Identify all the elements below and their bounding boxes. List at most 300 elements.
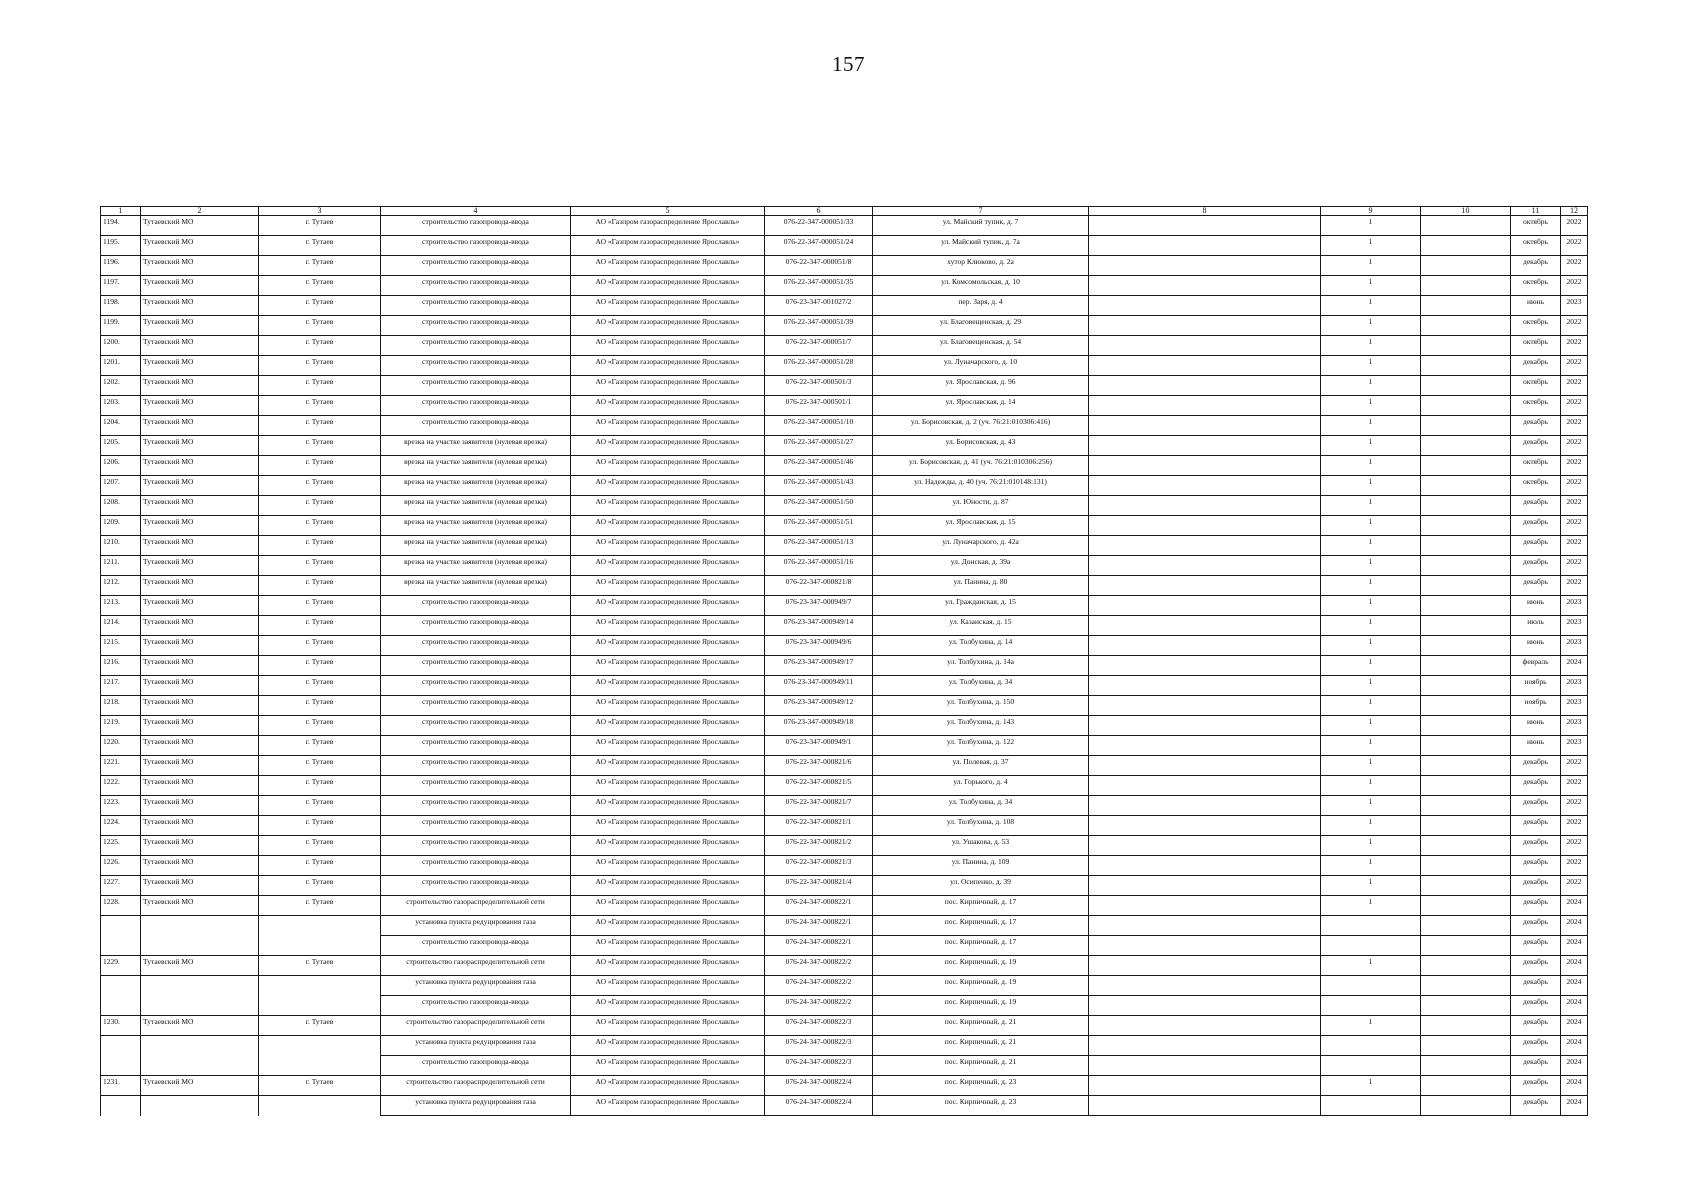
month-cell: декабрь — [1511, 356, 1561, 376]
table-row — [101, 256, 1588, 276]
quantity-cell: 1 — [1321, 636, 1421, 656]
contract-number-cell: 076-22-347-000051/10 — [765, 416, 873, 436]
organization-cell: АО «Газпром газораспределение Ярославль» — [571, 816, 765, 836]
year-cell: 2022 — [1561, 256, 1588, 276]
column-8-cell — [1089, 836, 1321, 856]
quantity-cell: 1 — [1321, 896, 1421, 916]
table-row — [101, 516, 1588, 536]
year-cell: 2024 — [1561, 1076, 1588, 1096]
row-number-cell: 1199. — [101, 316, 141, 336]
table-row — [101, 856, 1588, 876]
address-cell: ул. Борисовская, д. 2 (уч. 76:21:010306:416) — [873, 416, 1089, 436]
year-cell: 2023 — [1561, 716, 1588, 736]
work-type-cell: строительство газопровода-ввода — [381, 796, 571, 816]
registry-body — [101, 216, 1588, 1116]
column-8-cell — [1089, 516, 1321, 536]
quantity-cell: 1 — [1321, 716, 1421, 736]
work-type-cell: строительство газопровода-ввода — [381, 696, 571, 716]
year-cell: 2024 — [1561, 996, 1588, 1016]
contract-number-cell: 076-24-347-000822/2 — [765, 956, 873, 976]
settlement-cell: г. Тутаев — [259, 676, 381, 696]
column-10-cell — [1421, 996, 1511, 1016]
organization-cell: АО «Газпром газораспределение Ярославль» — [571, 776, 765, 796]
settlement-cell — [259, 936, 381, 956]
table-row — [101, 916, 1588, 936]
organization-cell: АО «Газпром газораспределение Ярославль» — [571, 536, 765, 556]
address-cell: ул. Луначарского, д. 10 — [873, 356, 1089, 376]
row-number-cell: 1229. — [101, 956, 141, 976]
year-cell: 2022 — [1561, 376, 1588, 396]
column-10-cell — [1421, 216, 1511, 236]
work-type-cell: врезка на участке заявителя (нулевая врезка) — [381, 576, 571, 596]
column-10-cell — [1421, 296, 1511, 316]
settlement-cell: г. Тутаев — [259, 596, 381, 616]
row-number-cell: 1211. — [101, 556, 141, 576]
row-number-cell: 1194. — [101, 216, 141, 236]
table-row — [101, 796, 1588, 816]
month-cell: декабрь — [1511, 836, 1561, 856]
column-8-cell — [1089, 696, 1321, 716]
column-8-cell — [1089, 356, 1321, 376]
address-cell: ул. Толбухина, д. 14а — [873, 656, 1089, 676]
quantity-cell: 1 — [1321, 676, 1421, 696]
column-10-cell — [1421, 736, 1511, 756]
month-cell: декабрь — [1511, 896, 1561, 916]
month-cell: декабрь — [1511, 1076, 1561, 1096]
month-cell: декабрь — [1511, 936, 1561, 956]
column-8-cell — [1089, 256, 1321, 276]
column-10-cell — [1421, 436, 1511, 456]
column-8-cell — [1089, 556, 1321, 576]
organization-cell: АО «Газпром газораспределение Ярославль» — [571, 556, 765, 576]
table-row — [101, 336, 1588, 356]
year-cell: 2023 — [1561, 696, 1588, 716]
column-number-10: 10 — [1421, 207, 1511, 216]
column-10-cell — [1421, 756, 1511, 776]
contract-number-cell: 076-22-347-000821/2 — [765, 836, 873, 856]
column-10-cell — [1421, 616, 1511, 636]
column-10-cell — [1421, 496, 1511, 516]
quantity-cell: 1 — [1321, 276, 1421, 296]
contract-number-cell: 076-22-347-000051/13 — [765, 536, 873, 556]
row-number-cell — [101, 996, 141, 1016]
contract-number-cell: 076-22-347-000051/7 — [765, 336, 873, 356]
contract-number-cell: 076-24-347-000822/4 — [765, 1076, 873, 1096]
quantity-cell: 1 — [1321, 616, 1421, 636]
organization-cell: АО «Газпром газораспределение Ярославль» — [571, 496, 765, 516]
column-8-cell — [1089, 1096, 1321, 1116]
row-number-cell: 1224. — [101, 816, 141, 836]
column-10-cell — [1421, 976, 1511, 996]
column-10-cell — [1421, 816, 1511, 836]
address-cell: ул. Благовещенская, д. 54 — [873, 336, 1089, 356]
organization-cell: АО «Газпром газораспределение Ярославль» — [571, 296, 765, 316]
settlement-cell: г. Тутаев — [259, 276, 381, 296]
contract-number-cell: 076-22-347-000821/6 — [765, 756, 873, 776]
municipality-cell: Тутаевский МО — [141, 216, 259, 236]
year-cell: 2023 — [1561, 736, 1588, 756]
work-type-cell: строительство газопровода-ввода — [381, 1056, 571, 1076]
municipality-cell — [141, 976, 259, 996]
column-10-cell — [1421, 956, 1511, 976]
work-type-cell: строительство газопровода-ввода — [381, 676, 571, 696]
settlement-cell: г. Тутаев — [259, 956, 381, 976]
year-cell: 2022 — [1561, 316, 1588, 336]
column-8-cell — [1089, 816, 1321, 836]
organization-cell: АО «Газпром газораспределение Ярославль» — [571, 736, 765, 756]
work-type-cell: врезка на участке заявителя (нулевая врезка) — [381, 496, 571, 516]
organization-cell: АО «Газпром газораспределение Ярославль» — [571, 636, 765, 656]
contract-number-cell: 076-22-347-000051/27 — [765, 436, 873, 456]
settlement-cell: г. Тутаев — [259, 656, 381, 676]
municipality-cell — [141, 996, 259, 1016]
gasification-registry-table — [100, 206, 1588, 1116]
organization-cell: АО «Газпром газораспределение Ярославль» — [571, 936, 765, 956]
municipality-cell: Тутаевский МО — [141, 416, 259, 436]
column-10-cell — [1421, 336, 1511, 356]
municipality-cell: Тутаевский МО — [141, 676, 259, 696]
organization-cell: АО «Газпром газораспределение Ярославль» — [571, 896, 765, 916]
address-cell: ул. Борисовская, д. 43 — [873, 436, 1089, 456]
row-number-cell: 1216. — [101, 656, 141, 676]
year-cell: 2022 — [1561, 496, 1588, 516]
settlement-cell: г. Тутаев — [259, 716, 381, 736]
contract-number-cell: 076-24-347-000822/2 — [765, 996, 873, 1016]
column-10-cell — [1421, 656, 1511, 676]
table-row — [101, 416, 1588, 436]
column-8-cell — [1089, 1076, 1321, 1096]
work-type-cell: строительство газопровода-ввода — [381, 376, 571, 396]
table-row — [101, 436, 1588, 456]
column-10-cell — [1421, 576, 1511, 596]
contract-number-cell: 076-24-347-000822/3 — [765, 1016, 873, 1036]
settlement-cell: г. Тутаев — [259, 836, 381, 856]
year-cell: 2022 — [1561, 556, 1588, 576]
organization-cell: АО «Газпром газораспределение Ярославль» — [571, 396, 765, 416]
municipality-cell: Тутаевский МО — [141, 456, 259, 476]
address-cell: ул. Осипенко, д. 39 — [873, 876, 1089, 896]
column-8-cell — [1089, 876, 1321, 896]
address-cell: ул. Юности, д. 87 — [873, 496, 1089, 516]
municipality-cell: Тутаевский МО — [141, 256, 259, 276]
column-10-cell — [1421, 1036, 1511, 1056]
organization-cell: АО «Газпром газораспределение Ярославль» — [571, 1056, 765, 1076]
year-cell: 2024 — [1561, 936, 1588, 956]
address-cell: ул. Комсомольская, д. 10 — [873, 276, 1089, 296]
month-cell: декабрь — [1511, 576, 1561, 596]
column-8-cell — [1089, 856, 1321, 876]
quantity-cell: 1 — [1321, 696, 1421, 716]
work-type-cell: строительство газопровода-ввода — [381, 996, 571, 1016]
month-cell: декабрь — [1511, 856, 1561, 876]
contract-number-cell: 076-22-347-000501/1 — [765, 396, 873, 416]
row-number-cell: 1231. — [101, 1076, 141, 1096]
organization-cell: АО «Газпром газораспределение Ярославль» — [571, 516, 765, 536]
municipality-cell: Тутаевский МО — [141, 436, 259, 456]
work-type-cell: строительство газопровода-ввода — [381, 276, 571, 296]
table-row — [101, 396, 1588, 416]
row-number-cell: 1227. — [101, 876, 141, 896]
contract-number-cell: 076-23-347-000949/14 — [765, 616, 873, 636]
row-number-cell: 1213. — [101, 596, 141, 616]
month-cell: декабрь — [1511, 256, 1561, 276]
settlement-cell: г. Тутаев — [259, 316, 381, 336]
column-8-cell — [1089, 716, 1321, 736]
address-cell: ул. Полевая, д. 37 — [873, 756, 1089, 776]
column-10-cell — [1421, 356, 1511, 376]
organization-cell: АО «Газпром газораспределение Ярославль» — [571, 316, 765, 336]
row-number-cell: 1228. — [101, 896, 141, 916]
municipality-cell: Тутаевский МО — [141, 1016, 259, 1036]
year-cell: 2024 — [1561, 916, 1588, 936]
quantity-cell: 1 — [1321, 656, 1421, 676]
month-cell: декабрь — [1511, 536, 1561, 556]
quantity-cell: 1 — [1321, 396, 1421, 416]
column-10-cell — [1421, 776, 1511, 796]
contract-number-cell: 076-22-347-000821/1 — [765, 816, 873, 836]
settlement-cell: г. Тутаев — [259, 296, 381, 316]
settlement-cell: г. Тутаев — [259, 636, 381, 656]
contract-number-cell: 076-22-347-000051/28 — [765, 356, 873, 376]
work-type-cell: строительство газопровода-ввода — [381, 216, 571, 236]
column-8-cell — [1089, 756, 1321, 776]
municipality-cell: Тутаевский МО — [141, 876, 259, 896]
table-row — [101, 216, 1588, 236]
contract-number-cell: 076-22-347-000821/3 — [765, 856, 873, 876]
row-number-cell: 1223. — [101, 796, 141, 816]
address-cell: пос. Кирпичный, д. 17 — [873, 916, 1089, 936]
municipality-cell: Тутаевский МО — [141, 376, 259, 396]
settlement-cell: г. Тутаев — [259, 1016, 381, 1036]
column-10-cell — [1421, 856, 1511, 876]
month-cell: декабрь — [1511, 436, 1561, 456]
column-10-cell — [1421, 1096, 1511, 1116]
address-cell: ул. Казанская, д. 15 — [873, 616, 1089, 636]
contract-number-cell: 076-23-347-000949/7 — [765, 596, 873, 616]
settlement-cell: г. Тутаев — [259, 416, 381, 436]
column-10-cell — [1421, 256, 1511, 276]
organization-cell: АО «Газпром газораспределение Ярославль» — [571, 256, 765, 276]
column-number-2: 2 — [141, 207, 259, 216]
column-8-cell — [1089, 296, 1321, 316]
settlement-cell — [259, 916, 381, 936]
address-cell: ул. Луначарского, д. 42а — [873, 536, 1089, 556]
municipality-cell: Тутаевский МО — [141, 536, 259, 556]
municipality-cell: Тутаевский МО — [141, 556, 259, 576]
table-row — [101, 636, 1588, 656]
municipality-cell: Тутаевский МО — [141, 296, 259, 316]
month-cell: июль — [1511, 616, 1561, 636]
column-10-cell — [1421, 1056, 1511, 1076]
organization-cell: АО «Газпром газораспределение Ярославль» — [571, 756, 765, 776]
month-cell: июнь — [1511, 736, 1561, 756]
organization-cell: АО «Газпром газораспределение Ярославль» — [571, 1096, 765, 1116]
year-cell: 2022 — [1561, 776, 1588, 796]
organization-cell: АО «Газпром газораспределение Ярославль» — [571, 236, 765, 256]
table-row — [101, 1036, 1588, 1056]
month-cell: декабрь — [1511, 796, 1561, 816]
table-row — [101, 956, 1588, 976]
row-number-cell: 1203. — [101, 396, 141, 416]
contract-number-cell: 076-22-347-000051/16 — [765, 556, 873, 576]
work-type-cell: строительство газопровода-ввода — [381, 776, 571, 796]
work-type-cell: строительство газопровода-ввода — [381, 396, 571, 416]
work-type-cell: строительство газораспределительной сети — [381, 1076, 571, 1096]
month-cell: декабрь — [1511, 1056, 1561, 1076]
settlement-cell: г. Тутаев — [259, 396, 381, 416]
contract-number-cell: 076-22-347-000051/50 — [765, 496, 873, 516]
column-8-cell — [1089, 456, 1321, 476]
municipality-cell: Тутаевский МО — [141, 276, 259, 296]
organization-cell: АО «Газпром газораспределение Ярославль» — [571, 276, 765, 296]
quantity-cell: 1 — [1321, 216, 1421, 236]
month-cell: ноябрь — [1511, 676, 1561, 696]
address-cell: ул. Ярославская, д. 15 — [873, 516, 1089, 536]
column-8-cell — [1089, 676, 1321, 696]
settlement-cell: г. Тутаев — [259, 216, 381, 236]
organization-cell: АО «Газпром газораспределение Ярославль» — [571, 416, 765, 436]
address-cell: пос. Кирпичный, д. 21 — [873, 1036, 1089, 1056]
organization-cell: АО «Газпром газораспределение Ярославль» — [571, 336, 765, 356]
column-10-cell — [1421, 236, 1511, 256]
month-cell: декабрь — [1511, 756, 1561, 776]
row-number-cell: 1222. — [101, 776, 141, 796]
municipality-cell: Тутаевский МО — [141, 316, 259, 336]
month-cell: октябрь — [1511, 476, 1561, 496]
address-cell: ул. Панина, д. 80 — [873, 576, 1089, 596]
quantity-cell: 1 — [1321, 596, 1421, 616]
row-number-cell: 1202. — [101, 376, 141, 396]
municipality-cell: Тутаевский МО — [141, 396, 259, 416]
settlement-cell: г. Тутаев — [259, 376, 381, 396]
column-10-cell — [1421, 1076, 1511, 1096]
column-10-cell — [1421, 916, 1511, 936]
work-type-cell: строительство газопровода-ввода — [381, 236, 571, 256]
column-10-cell — [1421, 376, 1511, 396]
work-type-cell: строительство газопровода-ввода — [381, 316, 571, 336]
organization-cell: АО «Газпром газораспределение Ярославль» — [571, 916, 765, 936]
address-cell: пос. Кирпичный, д. 17 — [873, 936, 1089, 956]
quantity-cell: 1 — [1321, 296, 1421, 316]
municipality-cell: Тутаевский МО — [141, 616, 259, 636]
address-cell: ул. Ярославская, д. 14 — [873, 396, 1089, 416]
row-number-cell: 1212. — [101, 576, 141, 596]
row-number-cell: 1208. — [101, 496, 141, 516]
address-cell: ул. Толбухина, д. 14 — [873, 636, 1089, 656]
year-cell: 2023 — [1561, 616, 1588, 636]
settlement-cell: г. Тутаев — [259, 816, 381, 836]
table-row — [101, 1056, 1588, 1076]
table-row — [101, 456, 1588, 476]
row-number-cell: 1220. — [101, 736, 141, 756]
work-type-cell: строительство газопровода-ввода — [381, 836, 571, 856]
address-cell: пос. Кирпичный, д. 23 — [873, 1096, 1089, 1116]
table-row — [101, 976, 1588, 996]
municipality-cell: Тутаевский МО — [141, 476, 259, 496]
contract-number-cell: 076-23-347-001027/2 — [765, 296, 873, 316]
row-number-cell — [101, 976, 141, 996]
organization-cell: АО «Газпром газораспределение Ярославль» — [571, 856, 765, 876]
year-cell: 2022 — [1561, 416, 1588, 436]
settlement-cell: г. Тутаев — [259, 556, 381, 576]
quantity-cell: 1 — [1321, 236, 1421, 256]
year-cell: 2022 — [1561, 856, 1588, 876]
table-row — [101, 1096, 1588, 1116]
quantity-cell: 1 — [1321, 496, 1421, 516]
column-10-cell — [1421, 476, 1511, 496]
column-8-cell — [1089, 1056, 1321, 1076]
column-number-9: 9 — [1321, 207, 1421, 216]
municipality-cell: Тутаевский МО — [141, 856, 259, 876]
table-row — [101, 696, 1588, 716]
contract-number-cell: 076-22-347-000051/24 — [765, 236, 873, 256]
row-number-cell: 1201. — [101, 356, 141, 376]
work-type-cell: врезка на участке заявителя (нулевая врезка) — [381, 456, 571, 476]
quantity-cell: 1 — [1321, 256, 1421, 276]
settlement-cell: г. Тутаев — [259, 736, 381, 756]
quantity-cell — [1321, 1096, 1421, 1116]
table-row — [101, 536, 1588, 556]
table-row — [101, 876, 1588, 896]
column-10-cell — [1421, 556, 1511, 576]
address-cell: ул. Благовещенская, д. 29 — [873, 316, 1089, 336]
work-type-cell: строительство газопровода-ввода — [381, 596, 571, 616]
work-type-cell: установка пункта редуцирования газа — [381, 1036, 571, 1056]
organization-cell: АО «Газпром газораспределение Ярославль» — [571, 1016, 765, 1036]
municipality-cell: Тутаевский МО — [141, 596, 259, 616]
column-10-cell — [1421, 1016, 1511, 1036]
contract-number-cell: 076-22-347-000501/3 — [765, 376, 873, 396]
settlement-cell: г. Тутаев — [259, 476, 381, 496]
address-cell: ул. Толбухина, д. 34 — [873, 676, 1089, 696]
table-row — [101, 716, 1588, 736]
table-row — [101, 756, 1588, 776]
month-cell: октябрь — [1511, 336, 1561, 356]
quantity-cell — [1321, 916, 1421, 936]
settlement-cell: г. Тутаев — [259, 256, 381, 276]
municipality-cell: Тутаевский МО — [141, 736, 259, 756]
month-cell: октябрь — [1511, 216, 1561, 236]
work-type-cell: строительство газопровода-ввода — [381, 356, 571, 376]
municipality-cell: Тутаевский МО — [141, 956, 259, 976]
contract-number-cell: 076-23-347-000949/18 — [765, 716, 873, 736]
address-cell: ул. Толбухина, д. 108 — [873, 816, 1089, 836]
month-cell: июнь — [1511, 596, 1561, 616]
work-type-cell: установка пункта редуцирования газа — [381, 976, 571, 996]
column-8-cell — [1089, 956, 1321, 976]
year-cell: 2022 — [1561, 576, 1588, 596]
address-cell: ул. Майский тупик, д. 7 — [873, 216, 1089, 236]
quantity-cell — [1321, 1036, 1421, 1056]
contract-number-cell: 076-22-347-000821/7 — [765, 796, 873, 816]
contract-number-cell: 076-22-347-000051/39 — [765, 316, 873, 336]
work-type-cell: строительство газопровода-ввода — [381, 736, 571, 756]
column-10-cell — [1421, 676, 1511, 696]
municipality-cell: Тутаевский МО — [141, 636, 259, 656]
column-10-cell — [1421, 596, 1511, 616]
year-cell: 2022 — [1561, 836, 1588, 856]
row-number-cell: 1210. — [101, 536, 141, 556]
quantity-cell — [1321, 1056, 1421, 1076]
year-cell: 2022 — [1561, 816, 1588, 836]
work-type-cell: строительство газопровода-ввода — [381, 716, 571, 736]
quantity-cell: 1 — [1321, 476, 1421, 496]
row-number-cell: 1217. — [101, 676, 141, 696]
table-row — [101, 836, 1588, 856]
work-type-cell: строительство газопровода-ввода — [381, 816, 571, 836]
row-number-cell: 1207. — [101, 476, 141, 496]
settlement-cell — [259, 1096, 381, 1116]
